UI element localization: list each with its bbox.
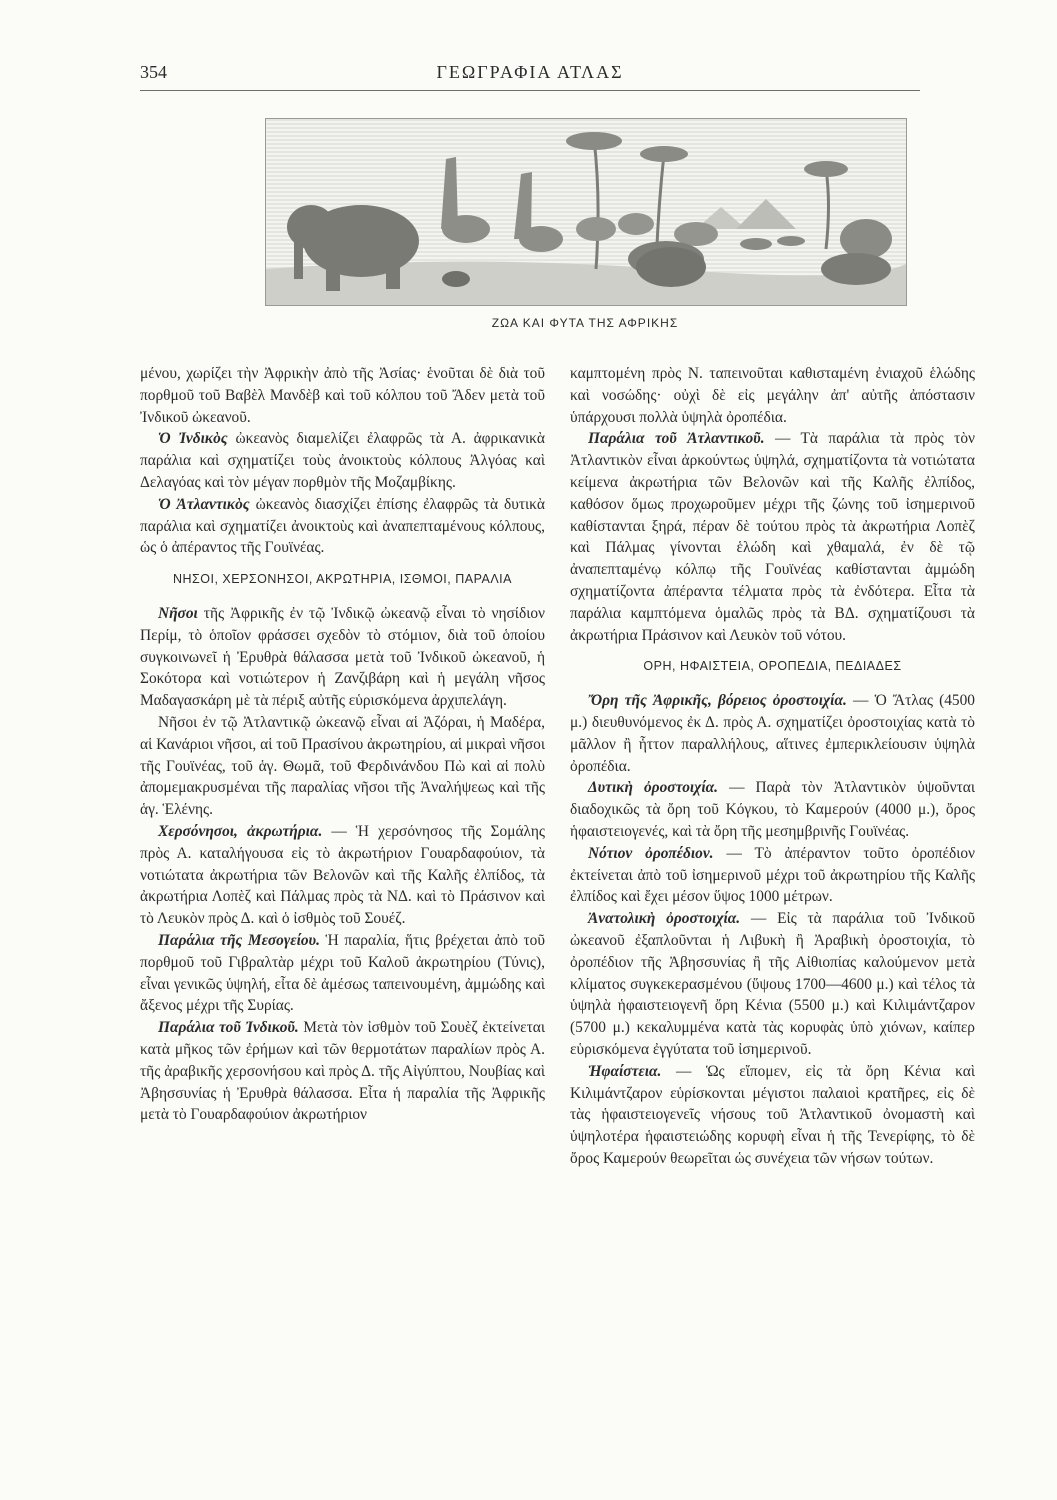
paragraph: Νῆσοι ἐν τῷ Ἀτλαντικῷ ὠκεανῷ εἶναι αἱ Ἀζόραι, ἡ Μαδέρα, αἱ Κανάριοι νῆσοι, αἱ τοῦ Πρασίνου ἀκρωτηρίου, αἱ μικραὶ νῆσοι τῆς Γουϊνέας, τοῦ ἁγ. Θωμᾶ, τοῦ Φερδινάνδου Πὼ καὶ αἱ πολὺ ἀπομεμακρυσμέναι τῆς παραλίας νῆσοι τῆς Ἀναλήψεως καὶ τῆς ἁγ. Ἑλένης. — [140, 713, 545, 819]
animals-and-plants-engraving — [266, 119, 906, 305]
paragraph-lead: Παράλια τοῦ Ἰνδικοῦ. — [158, 1019, 299, 1037]
page-number: 354 — [140, 62, 167, 82]
paragraph: Ὁ Ἀτλαντικὸς ὠκεανὸς διασχίζει ἐπίσης ἐλαφρῶς τὰ δυτικὰ παράλια καὶ σχηματίζει ἀνοικτοὺς καὶ ἀναπεπταμένους κόλπους, ὡς ὁ ἀπέραντος τῆς Γουϊνέας. — [140, 495, 545, 557]
paragraph-lead: Ἀνατολικὴ ὀροστοιχία. — [588, 910, 741, 928]
paragraph-lead: Χερσόνησοι, ἀκρωτήρια. — [158, 822, 323, 840]
paragraph: Νῆσοι τῆς Ἀφρικῆς ἐν τῷ Ἰνδικῷ ὠκεανῷ εἶναι τὸ νησίδιον Περίμ, τὸ ὁποῖον φράσσει σχεδὸν τὸ στόμιον, διὰ τοῦ ὁποίου συγκοινωνεῖ ἡ Ἐρυθρὰ θάλασσα μετὰ τοῦ Ἰνδικοῦ ὠκεανοῦ, ἡ Σοκότορα καὶ νοτιώτερον ἡ Ζανζιβάρη καὶ ἡ μεγάλη νῆσος Μαδαγασκάρη μὲ τὰ πέριξ αὐτῆς εὑρισκόμενα ἀρχιπελάγη. — [140, 604, 545, 710]
section-heading: ΝΗΣΟΙ, ΧΕΡΣΟΝΗΣΟΙ, ΑΚΡΩΤΗΡΙΑ, ΙΣΘΜΟΙ, ΠΑΡΑΛΙΑ — [173, 572, 512, 587]
paragraph-lead: Νότιον ὀροπέδιον. — [588, 844, 714, 862]
engraving-illustration — [265, 118, 907, 306]
paragraph-lead: Ὁ Ἰνδικὸς — [158, 430, 228, 448]
paragraph: Χερσόνησοι, ἀκρωτήρια. — Ἡ χερσόνησος τῆς Σομάλης πρὸς Α. καταλήγουσα εἰς τὸ ἀκρωτήριον Γουαρδαφούιον, τὰ νοτιώτατα ἀκρωτήρια τῶν Βελονῶν καὶ τῆς Καλῆς ἐλπίδος, τὰ ἀκρωτήρια Λοπὲζ καὶ Πάλμας πρὸς τὰ ΝΔ. καὶ τὸ Πράσινον καὶ τὸ Λευκὸν πρὸς Δ. καὶ ὁ ἰσθμὸς τοῦ Σουέζ. — [140, 822, 545, 928]
paragraph: καμπτομένη πρὸς Ν. ταπεινοῦται καθισταμένη ἐνιαχοῦ ἑλώδης καὶ νοσώδης· οὐχὶ δὲ εἰς μεγάλην ἀπ' αὐτῆς ἀπόστασιν ὑπάρχουσι πολλὰ ὑψηλὰ ὀροπέδια. — [570, 365, 975, 426]
running-title: ΓΕΩΓΡΑΦΙΑ ΑΤΛΑΣ — [436, 62, 624, 82]
paragraph-lead: Νῆσοι — [158, 604, 198, 622]
paragraph: Ὄρη τῆς Ἀφρικῆς, βόρειος ὀροστοιχία. — Ὁ Ἄτλας (4500 μ.) διευθυνόμενος ἐκ Δ. πρὸς Α. σχηματίζει ὀροστοιχίας κατὰ τὸ μᾶλλον ἢ ἧττον παραλλήλους, αἵτινες ἐμπερικλείουσιν ὑψηλὰ ὀροπέδια. — [570, 692, 976, 775]
paragraph: Ἡφαίστεια. — Ὡς εἴπομεν, εἰς τὰ ὄρη Κένια καὶ Κιλιμάντζαρον εὑρίσκονται μέγιστοι παλαιοὶ κρατῆρες, εἰς δὲ τὰς ἡφαιστειογενεῖς νήσους τοῦ Ἀτλαντικοῦ ὀνομαστὴ καὶ ὑψηλοτέρα ἡφαιστειώδης κορυφὴ εἶναι ἡ τῆς Τενερίφης, τὸ δὲ ὄρος Καμερούν θεωρεῖται ὡς συνέχεια τῶν νήσων τούτων. — [570, 1062, 975, 1167]
paragraph: Ἀνατολικὴ ὀροστοιχία. — Εἰς τὰ παράλια τοῦ Ἰνδικοῦ ὠκεανοῦ ἐξαπλοῦνται ἡ Λιβυκὴ ἢ Ἀραβικὴ ὀροστοιχία, τὸ ὀροπέδιον τῆς Ἀβησσυνίας ἢ τῆς Αἰθιοπίας καλούμενον μετὰ κλίματος συγκεκερασμένου (ὕψους 1700—4600 μ.) καὶ τέλος τὰ ὑψηλὰ ἡφαιστειογενῆ ὄρη Κένια (5500 μ.) καὶ Κιλιμάντζαρον (5700 μ.) κεκαλυμμένα κατὰ τὰς κορυφὰς ὑπὸ χιόνων, καίπερ εὑρισκόμενα ἐγγύτατα τοῦ ἰσημερινοῦ. — [570, 910, 975, 1058]
page-header — [140, 58, 920, 91]
paragraph-lead: Ὄρη τῆς Ἀφρικῆς, βόρειος ὀροστοιχία. — [588, 692, 847, 710]
paragraph-lead: Ὁ Ἀτλαντικὸς — [158, 495, 250, 513]
left-column — [140, 363, 545, 1126]
paragraph-lead: Δυτικὴ ὀροστοιχία. — [588, 779, 718, 797]
paragraph: Ὁ Ἰνδικὸς ὠκεανὸς διαμελίζει ἐλαφρῶς τὰ Α. ἀφρικανικὰ παράλια καὶ σχηματίζει τοὺς ἀνοικτοὺς κόλπους Ἀλγόας καὶ Δελαγόας καὶ τὸν μέγαν πορθμὸν τῆς Μοζαμβίκης. — [140, 430, 545, 491]
paragraph: Παράλια τοῦ Ἀτλαντικοῦ. — Τὰ παράλια τὰ πρὸς τὸν Ἀτλαντικὸν εἶναι ἀρκούντως ὑψηλά, σχηματίζοντα τὰ νοτιώτατα κείμενα ἀκρωτήρια τῶν Βελονῶν καὶ τῆς Καλῆς ἐλπίδος, καθόσον ὅμως προχωροῦμεν μέχρι τῆς ζώνης τοῦ ἰσημερινοῦ καθίστανται ξηρά, πέραν δὲ τούτου πρὸς τὰ ἀκρωτήρια Λοπὲζ καὶ Πάλμας γίνονται ἑλώδη καὶ χθαμαλά, ἐν δὲ τῷ ἀναπεπταμένῳ κόλπῳ τῆς Γουϊνέας καθίστανται ἀμμώδη σχηματίζοντα ἀπέραντα τέλματα πρὸς τὰ ἐνδότερα. Εἶτα τὰ παράλια καμπτόμενα ὁμαλῶς πρὸς τὰ ΒΔ. σχηματίζουσι τὰ ἀκρωτήρια Πράσινον καὶ Λευκὸν τοῦ νότου. — [570, 430, 975, 644]
paragraph: Νότιον ὀροπέδιον. — Τὸ ἀπέραντον τοῦτο ὀροπέδιον ἐκτείνεται ἀπὸ τοῦ ἰσημερινοῦ μέχρι τοῦ ἀκρωτηρίου τῆς Καλῆς ἐλπίδος καὶ ἔχει μέσον ὕψος 1000 μέτρων. — [570, 844, 975, 906]
paragraph: Παράλια τοῦ Ἰνδικοῦ. Μετὰ τὸν ἰσθμὸν τοῦ Σουὲζ ἐκτείνεται κατὰ μῆκος τῶν ἐρήμων καὶ τῶν θερμοτάτων παραλίων πρὸς Α. τῆς ἀραβικῆς χερσονήσου καὶ πρὸς Δ. τῆς Αἰγύπτου, Νουβίας καὶ Ἀβησσυνίας ἡ Ἐρυθρὰ θάλασσα. Εἶτα ἡ παραλία τῆς Ἀφρικῆς μετὰ τὸ Γουαρδαφούιον ἀκρωτήριον — [140, 1019, 546, 1124]
illustration-caption: ΖΩΑ ΚΑΙ ΦΥΤΑ ΤΗΣ ΑΦΡΙΚΗΣ — [491, 316, 679, 330]
paragraph: Παράλια τῆς Μεσογείου. Ἡ παραλία, ἥτις βρέχεται ἀπὸ τοῦ πορθμοῦ τοῦ Γιβραλτὰρ μέχρι τοῦ Καλοῦ ἀκρωτηρίου (Τύνις), εἶναι γενικῶς ὑψηλή, εἶτα δὲ ἀμέσως ταπεινουμένη, ἀμμώδης καὶ ἄξενος μέχρι τῆς Συρίας. — [140, 931, 546, 1015]
paragraph-lead: Παράλια τοῦ Ἀτλαντικοῦ. — [588, 430, 765, 448]
section-heading: ΟΡΗ, ΗΦΑΙΣΤΕΙΑ, ΟΡΟΠΕΔΙΑ, ΠΕΔΙΑΔΕΣ — [643, 659, 902, 674]
paragraph: μένου, χωρίζει τὴν Ἀφρικὴν ἀπὸ τῆς Ἀσίας· ἑνοῦται δὲ διὰ τοῦ πορθμοῦ τοῦ Βαβὲλ Μανδὲβ καὶ τοῦ κόλπου τοῦ Ἄδεν μετὰ τοῦ Ἰνδικοῦ ὠκεανοῦ. — [140, 365, 545, 426]
paragraph-lead: Ἡφαίστεια. — [588, 1062, 662, 1080]
paragraph-lead: Παράλια τῆς Μεσογείου. — [158, 931, 320, 949]
paragraph: Δυτικὴ ὀροστοιχία. — Παρὰ τὸν Ἀτλαντικὸν ὑψοῦνται διαδοχικῶς τὰ ὄρη τοῦ Κόγκου, τὸ Καμερούν (4000 μ.), ὄρος ἡφαιστειογενές, καὶ τὰ ὄρη τῆς μεσημβρινῆς Γουϊνέας. — [570, 779, 976, 840]
right-column — [570, 363, 975, 1170]
